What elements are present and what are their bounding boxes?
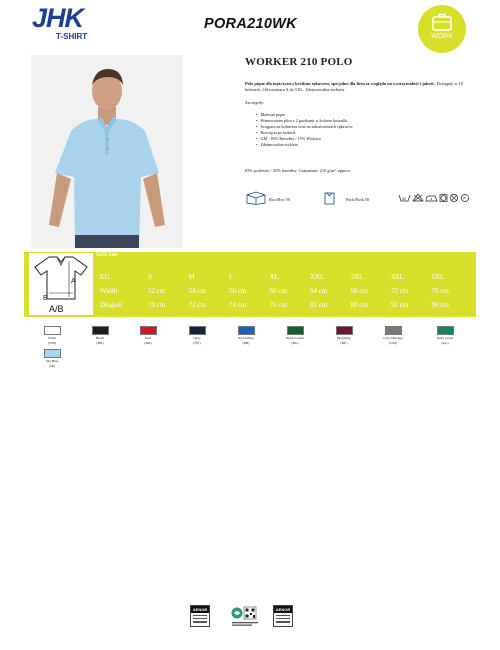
size-cell: M xyxy=(188,273,195,281)
size-cell: 74 cm xyxy=(229,301,247,309)
wash-40-icon xyxy=(399,195,410,201)
professional-clean-icon xyxy=(461,194,468,201)
iron-icon xyxy=(426,196,437,201)
size-cell: 52 cm xyxy=(148,287,166,295)
color-code: (RB) xyxy=(242,340,250,345)
category-badge xyxy=(418,5,466,53)
color-code: (RD) xyxy=(144,340,152,345)
color-chip xyxy=(238,326,255,335)
color-swatch[interactable] xyxy=(320,326,368,345)
dry-clean-icon xyxy=(440,195,447,202)
color-swatch[interactable] xyxy=(222,326,270,345)
color-code: (SK) xyxy=(48,363,56,368)
svg-text:P: P xyxy=(463,195,467,201)
brand-name: JHK xyxy=(32,3,84,33)
color-name: Grey Melange xyxy=(383,336,403,340)
size-cell: L xyxy=(229,273,234,281)
product-title: WORKER 210 POLO xyxy=(245,56,353,68)
feature-item: • GM - 85% Bawełny / 15% Wiskoza xyxy=(262,136,353,142)
size-row-eu xyxy=(100,270,472,284)
aenor-certificate xyxy=(273,605,293,627)
feature-item: • Wzmocniona plisa z 2 guzikami w kolorze koszulki. xyxy=(262,118,353,124)
color-swatch[interactable] xyxy=(76,326,124,345)
size-cell: XXL xyxy=(310,273,325,281)
size-cell: 60 cm xyxy=(269,287,287,295)
size-row-width xyxy=(100,284,472,298)
svg-text:A: A xyxy=(71,278,76,285)
feature-item: • Zdejmowalna etykieta xyxy=(262,142,353,148)
size-cell: S xyxy=(148,273,152,281)
briefcase-icon xyxy=(431,12,453,32)
color-chip xyxy=(44,349,61,358)
size-cell: 64 cm xyxy=(310,287,328,295)
size-chart xyxy=(24,252,476,317)
size-row-label: Długość xyxy=(100,301,124,309)
size-row-label: Width xyxy=(100,287,118,295)
color-swatch[interactable] xyxy=(271,326,319,345)
color-chip xyxy=(287,326,304,335)
no-bleach-icon xyxy=(413,194,423,201)
color-code: (BG) xyxy=(291,340,299,345)
color-code: (BU) xyxy=(340,340,348,345)
pack-packaging xyxy=(322,191,370,205)
oeko-tex-icon xyxy=(231,605,259,627)
size-cell: 96 cm xyxy=(431,301,449,309)
color-swatch[interactable] xyxy=(421,326,469,345)
oeko-certificate xyxy=(231,605,259,627)
size-cell: 5XL xyxy=(431,273,445,281)
size-cell: 82 cm xyxy=(310,301,328,309)
certificate-label: AENOR xyxy=(275,607,291,612)
color-chip xyxy=(336,326,353,335)
description-rest: Dostępny w 10 kolorach. Od rozmiaru S do 5XL. Zdejmowalna etykieta. xyxy=(245,81,464,93)
color-name: Bottle Green xyxy=(286,336,304,340)
certificate-label: AENOR xyxy=(192,607,208,612)
fabric-composition: 65% poliester / 35% bawełny. Gramatura: 210 g/m², approx. xyxy=(245,168,352,173)
color-swatch[interactable] xyxy=(124,326,172,345)
color-chip xyxy=(189,326,206,335)
size-cell: 70 cm xyxy=(148,301,166,309)
brand-logo xyxy=(32,3,102,41)
size-cell: 56 cm xyxy=(229,287,247,295)
size-cell: 72 cm xyxy=(188,301,206,309)
feature-list xyxy=(262,112,353,149)
product-description xyxy=(245,81,470,94)
color-swatch[interactable] xyxy=(28,349,76,368)
size-row-length xyxy=(100,298,472,312)
size-row-label: EU xyxy=(100,273,110,281)
feature-item: • Rozcięcia po bokach. xyxy=(262,130,353,136)
color-name: Sky Blue xyxy=(45,359,59,363)
size-cell: 76 cm xyxy=(269,301,287,309)
size-cell: XL xyxy=(269,273,279,281)
color-code: (GM) xyxy=(389,340,397,345)
color-code: (KG) xyxy=(441,340,449,345)
svg-text:B: B xyxy=(43,295,48,302)
size-cell: 76 cm xyxy=(431,287,449,295)
color-code: (NY) xyxy=(193,340,201,345)
color-chip xyxy=(92,326,109,335)
size-heading: SIZE/Size xyxy=(96,253,118,258)
box-packaging xyxy=(245,191,290,205)
description-bold: Polo pique dla mężczyzn z krótkim rękawem, specjalne dla firm ze względu na wytrzymałość i jakość. xyxy=(245,81,436,86)
category-label: WORK xyxy=(431,33,453,40)
size-diagram xyxy=(29,253,93,315)
color-chip xyxy=(437,326,454,335)
size-table xyxy=(100,270,472,312)
color-chip xyxy=(385,326,402,335)
color-swatch[interactable] xyxy=(369,326,417,345)
care-symbols xyxy=(398,193,472,203)
size-cell: 92 cm xyxy=(391,301,409,309)
color-code: (WH) xyxy=(48,340,56,345)
size-cell: 3XL xyxy=(350,273,364,281)
model-illustration xyxy=(31,55,183,248)
no-tumble-dry-icon xyxy=(450,194,457,201)
color-name: Kelly Green xyxy=(436,336,454,340)
color-name: Burgundy xyxy=(337,336,351,340)
color-chip xyxy=(44,326,61,335)
pack-label: Pack/Pack 50 xyxy=(346,197,370,202)
color-name: Black xyxy=(96,336,104,340)
size-cell: 4XL xyxy=(391,273,404,281)
size-cell: 88 cm xyxy=(350,301,368,309)
feature-item: • Ściągacz na kołnierzu oraz na zakończeniach rękawów. xyxy=(262,124,353,130)
color-swatch[interactable] xyxy=(28,326,76,345)
box-icon xyxy=(245,191,267,205)
size-diagram-label: A/B xyxy=(49,304,64,314)
color-swatch[interactable] xyxy=(173,326,221,345)
color-code: (BK) xyxy=(96,340,104,345)
size-cell: 68 cm xyxy=(350,287,368,295)
product-photo xyxy=(31,55,183,248)
brand-tagline: T-SHIRT xyxy=(56,32,88,41)
pack-icon xyxy=(322,191,344,205)
details-label: Szczegóły: xyxy=(245,100,265,105)
feature-item: • Materiał pique. xyxy=(262,112,353,118)
color-name: Royal Blue xyxy=(238,336,254,340)
size-cell: 72 cm xyxy=(391,287,409,295)
aenor-certificate xyxy=(190,605,210,627)
box-label: Box/Box 50 xyxy=(269,197,290,202)
color-name: Navy xyxy=(193,336,201,340)
svg-text:40: 40 xyxy=(402,196,406,201)
color-chip xyxy=(140,326,157,335)
color-name: White xyxy=(47,336,57,340)
shirt-outline-icon xyxy=(29,253,93,303)
size-cell: 54 cm xyxy=(188,287,206,295)
color-name: Red xyxy=(145,336,151,340)
product-code: PORA210WK xyxy=(204,16,297,32)
